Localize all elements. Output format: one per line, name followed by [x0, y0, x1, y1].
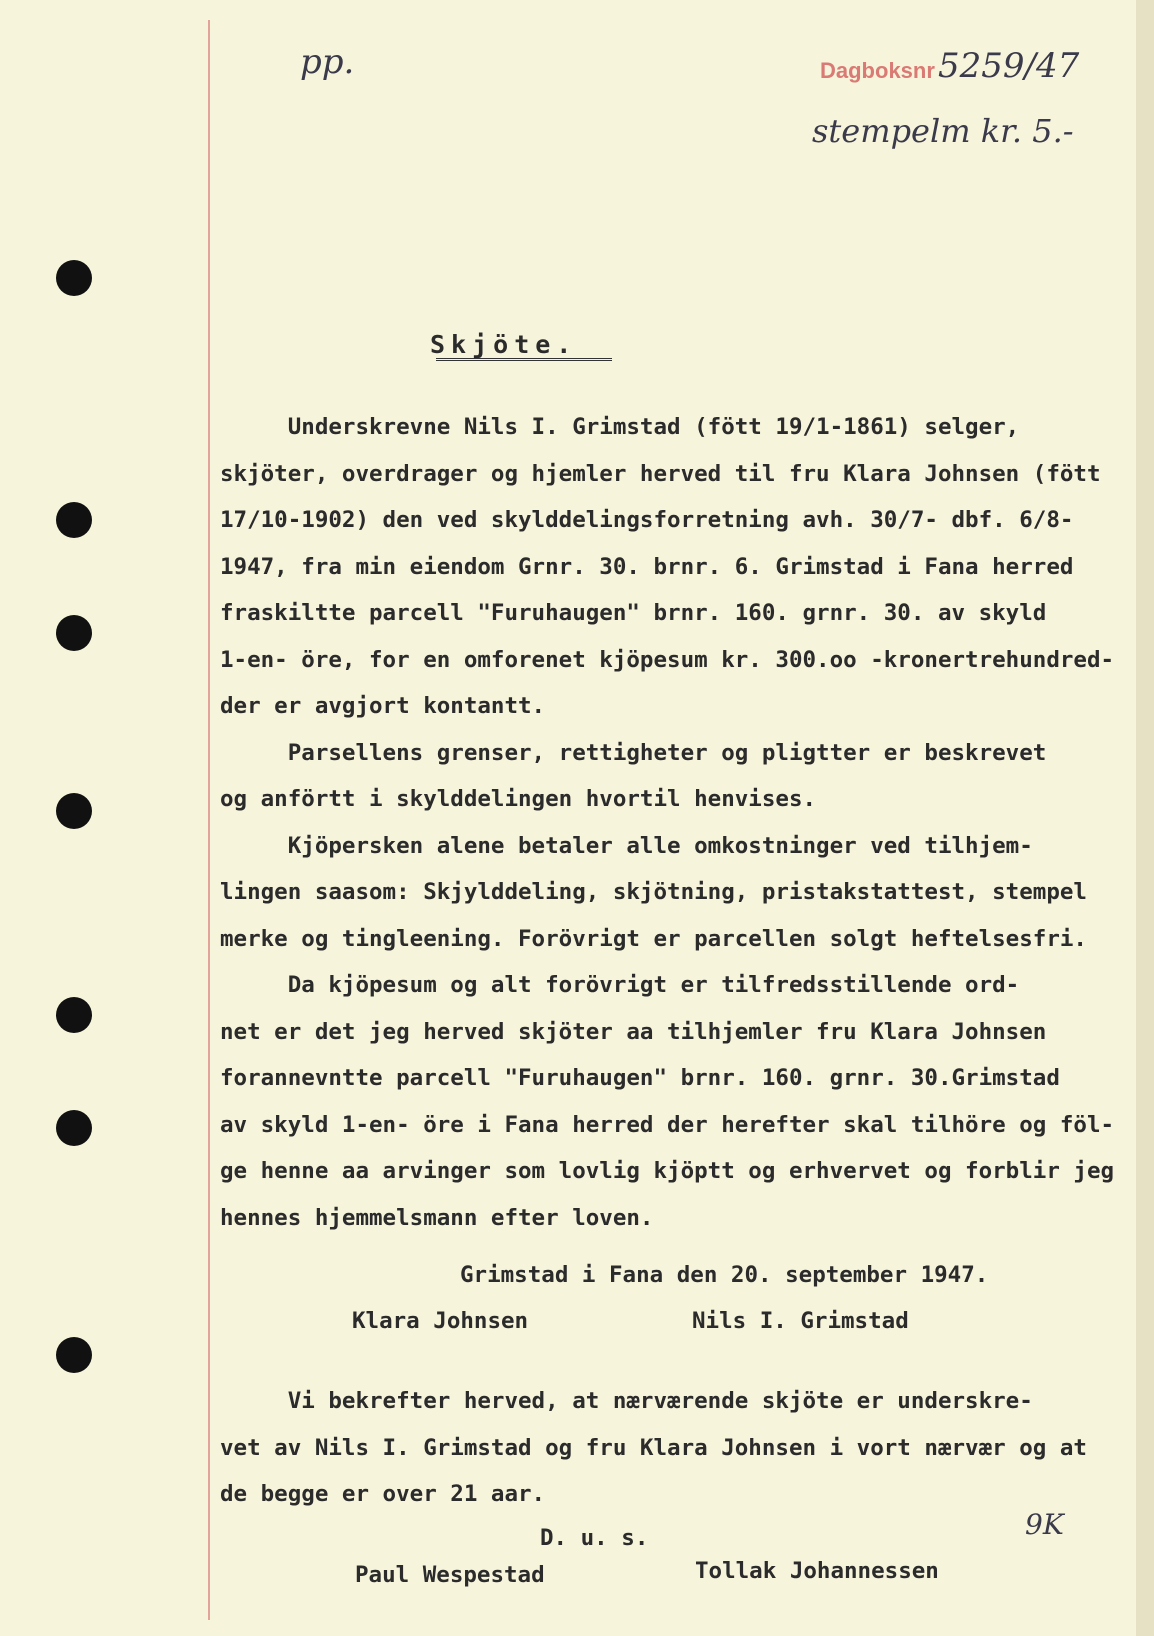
dus-text: D. u. s. — [540, 1525, 649, 1551]
body-line: ge henne aa arvinger som lovlig kjöptt og erhvervet og forblir jeg — [220, 1158, 1115, 1184]
body-line: 17/10-1902) den ved skylddelingsforretning avh. 30/7- dbf. 6/8- — [220, 507, 1074, 533]
punch-hole — [56, 502, 92, 538]
punch-hole — [56, 1110, 92, 1146]
body-line: skjöter, overdrager og hjemler herved til fru Klara Johnsen (fött — [220, 460, 1101, 487]
place-date: Grimstad i Fana den 20. september 1947. — [460, 1262, 989, 1288]
body-line: Underskrevne Nils I. Grimstad (fött 19/1-1861) selger, — [220, 414, 1020, 440]
body-line: lingen saasom: Skjylddeling, skjötning, pristakstattest, stempel — [220, 879, 1087, 905]
punch-hole — [56, 1337, 92, 1373]
witness-line: de begge er over 21 aar. — [220, 1481, 546, 1507]
body-line: og anförtt i skylddelingen hvortil henvises. — [220, 786, 817, 812]
body-line: der er avgjort kontantt. — [220, 693, 546, 719]
body-line: net er det jeg herved skjöter aa tilhjemler fru Klara Johnsen — [220, 1018, 1047, 1045]
body-line: fraskiltte parcell "Furuhaugen" brnr. 160. grnr. 30. av skyld — [220, 600, 1047, 626]
signature-seller: Nils I. Grimstad — [692, 1308, 909, 1334]
witness-line: Vi bekrefter herved, at nærværende skjöte er underskre- — [220, 1388, 1033, 1414]
body-line: hennes hjemmelsmann efter loven. — [220, 1204, 654, 1231]
body-line: av skyld 1-en- öre i Fana herred der herefter skal tilhöre og föl- — [220, 1111, 1115, 1138]
witness-line: vet av Nils I. Grimstad og fru Klara Johnsen i vort nærvær og at — [220, 1434, 1087, 1461]
margin-line — [208, 20, 210, 1620]
dagbok-stamp: Dagboksnr — [820, 58, 935, 83]
body-line: Da kjöpesum og alt forövrigt er tilfredsstillende ord- — [220, 972, 1020, 998]
punch-hole — [56, 260, 92, 296]
body-line: merke og tingleening. Forövrigt er parcellen solgt heftelsesfri. — [220, 925, 1087, 952]
witness-statement — [220, 1378, 1120, 1518]
document-title: Skjöte. — [430, 330, 578, 359]
handwritten-stamp-fee: stempelm kr. 5.- — [812, 112, 1074, 150]
punch-hole — [56, 997, 92, 1033]
page-edge — [1136, 0, 1154, 1636]
body-line: Parsellens grenser, rettigheter og pligtter er beskrevet — [220, 739, 1047, 766]
punch-hole — [56, 615, 92, 651]
signature-witness-2: Tollak Johannessen — [695, 1558, 939, 1584]
body-line: forannevntte parcell "Furuhaugen" brnr. 160. grnr. 30.Grimstad — [220, 1065, 1060, 1091]
signature-buyer: Klara Johnsen — [352, 1308, 529, 1334]
body-line: Kjöpersken alene betaler alle omkostninger ved tilhjem- — [220, 832, 1033, 859]
deed-body — [220, 404, 1120, 1241]
title-underline — [436, 358, 612, 361]
handwritten-initials-bottom: 9K — [1025, 1508, 1064, 1541]
body-line: 1-en- öre, for en omforenet kjöpesum kr. 300.oo -kronertrehundred- — [220, 646, 1115, 673]
handwritten-journal-number: 5259/47 — [938, 46, 1080, 86]
body-line: 1947, fra min eiendom Grnr. 30. brnr. 6. Grimstad i Fana herred — [220, 553, 1074, 580]
handwritten-initials: pp. — [300, 42, 355, 82]
signature-witness-1: Paul Wespestad — [355, 1562, 545, 1588]
punch-hole — [56, 793, 92, 829]
